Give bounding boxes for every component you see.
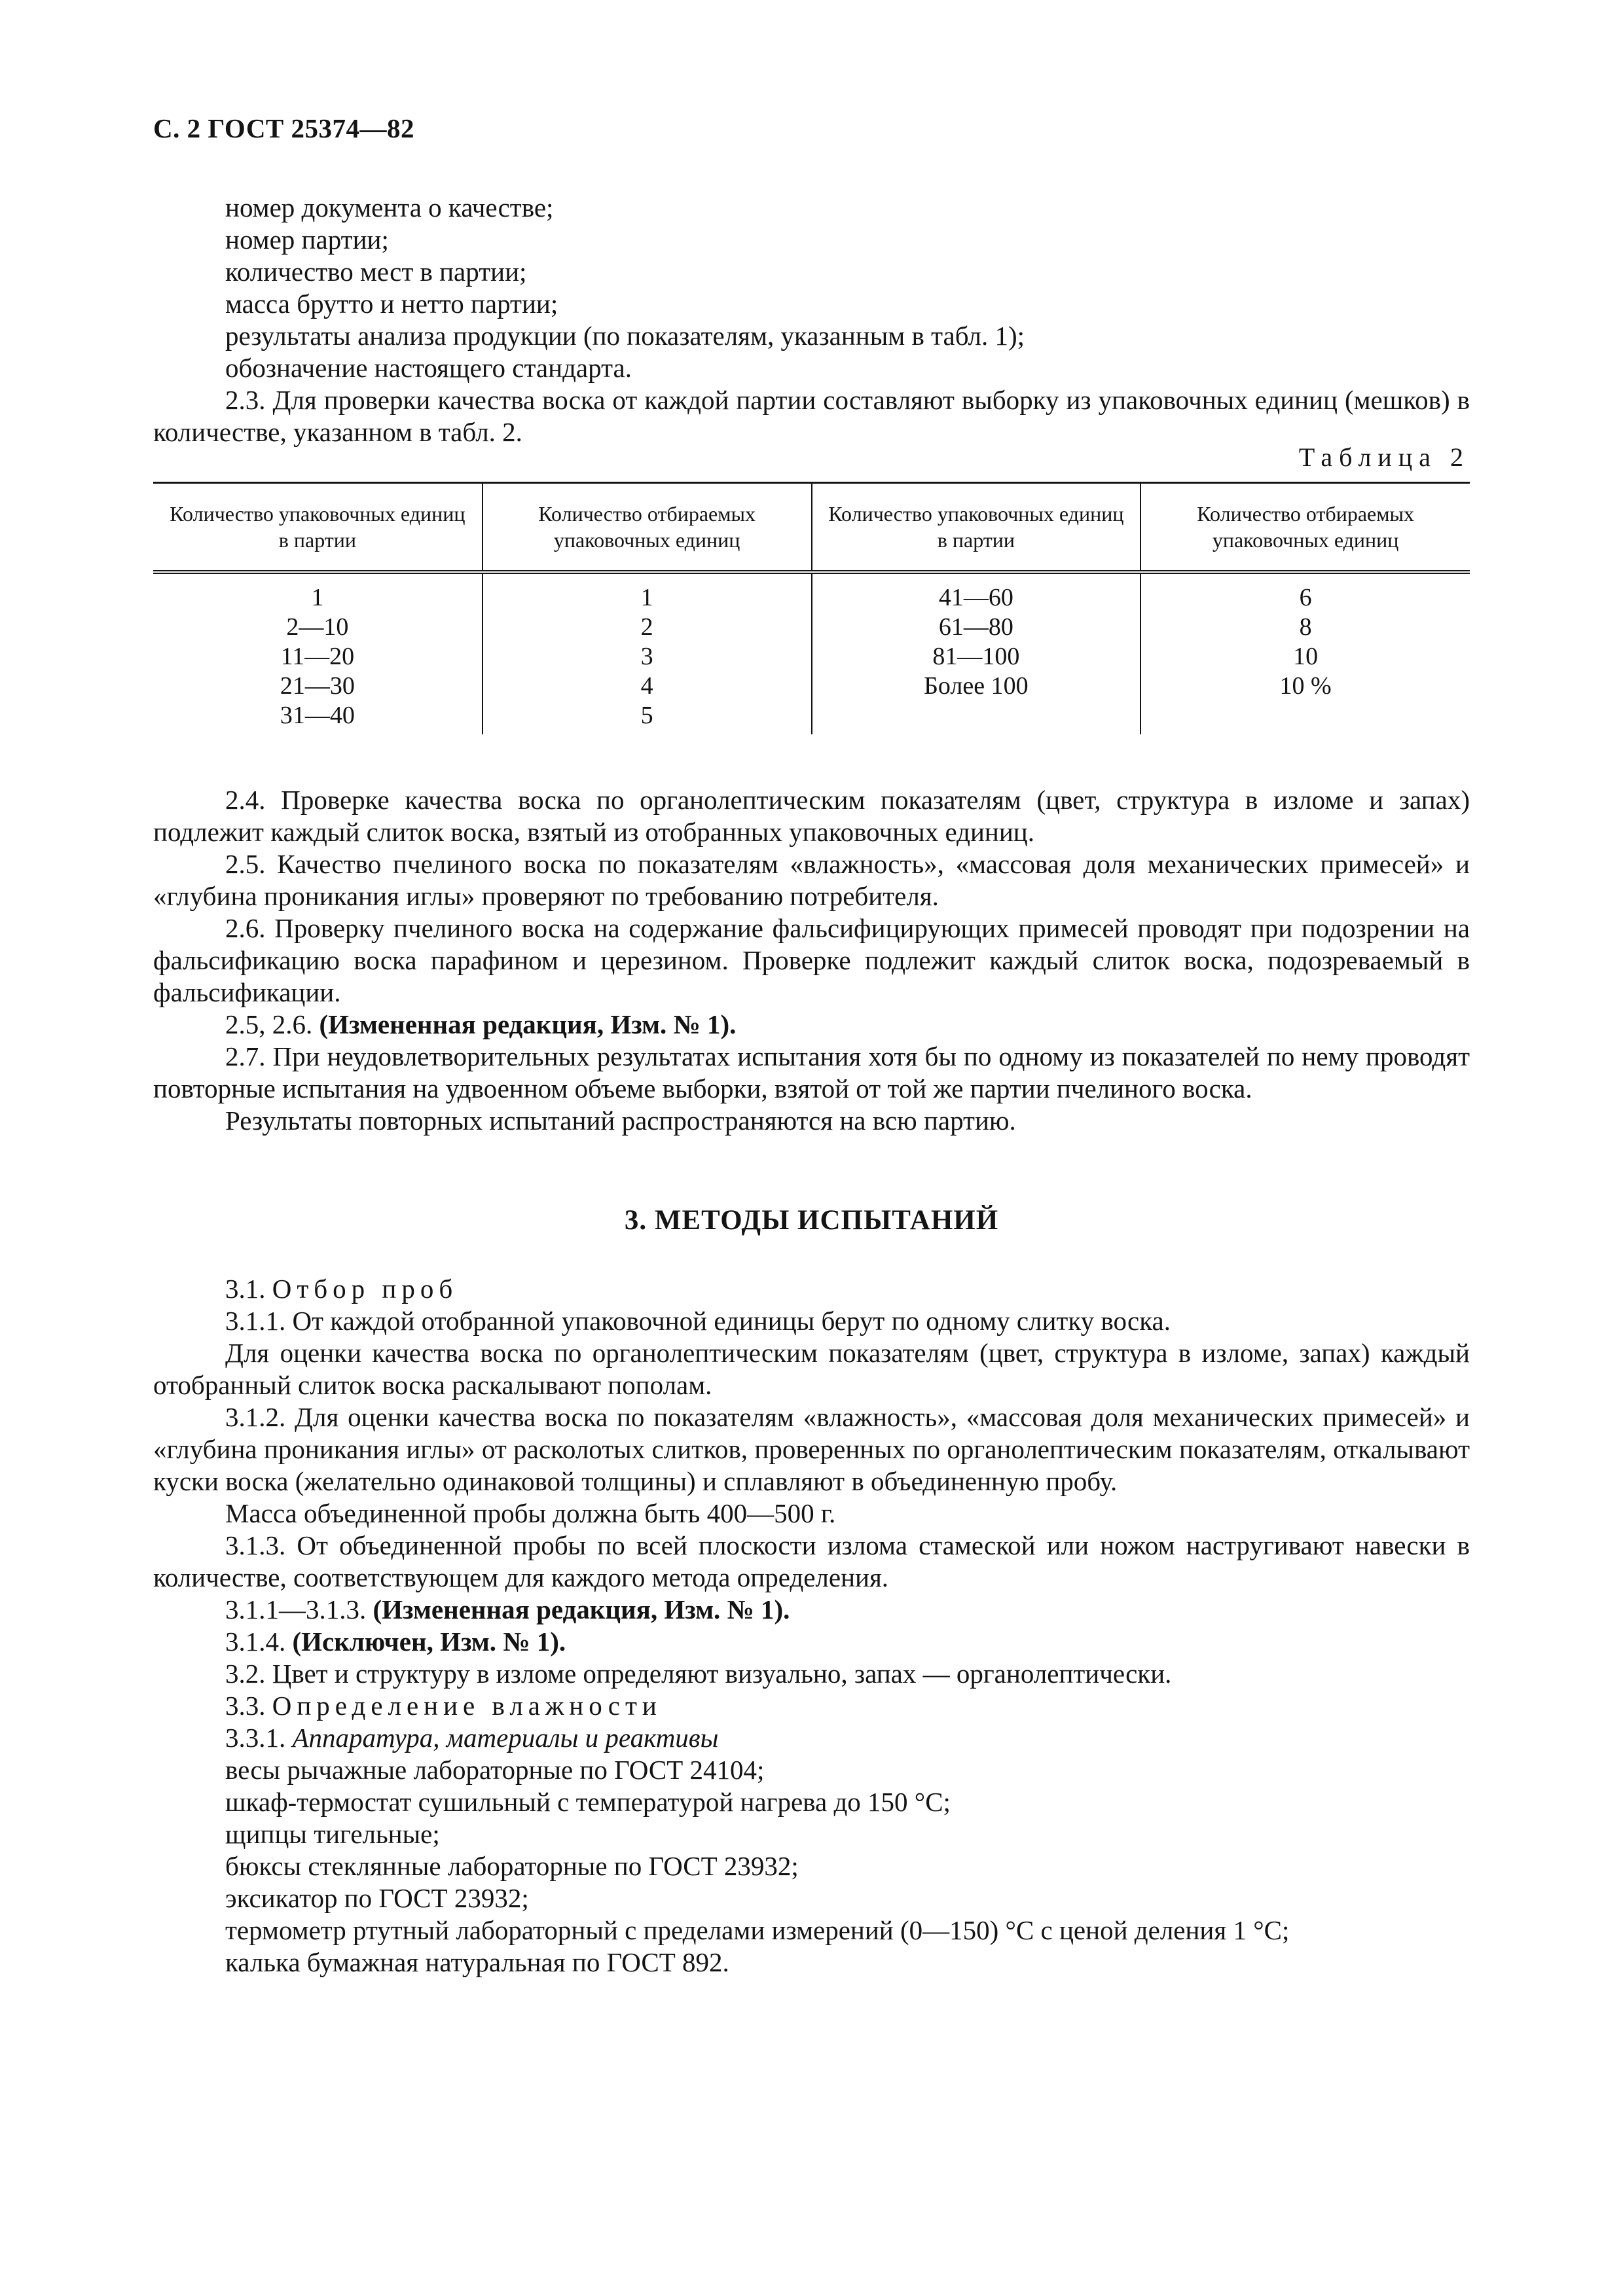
paragraph-2-5: 2.5. Качество пчелиного воска по показателям «влажность», «массовая доля механических примесей» и «глубина проникания иглы» проверяют по требованию потребителя. [153,849,1470,911]
subsection-3-1-heading [153,1273,1470,1305]
table-cell [1154,701,1457,730]
table-header-cell: Количество отбираемых упаковочных единиц [1140,483,1470,573]
paragraph-3-2: 3.2. Цвет и структуру в изломе определяют визуально, запах — органолептически. [225,1659,1172,1689]
table-cell: 10 % [1279,672,1332,700]
table-cell: 41—60 [938,584,1013,611]
equipment-item: бюксы стеклянные лабораторные по ГОСТ 23932; [225,1851,799,1881]
paragraph-sample-mass: Масса объединенной пробы должна быть 400—500 г. [225,1498,836,1528]
table-column-sample-size-1 [483,572,812,734]
amendment-ref: 3.1.4. [225,1626,293,1657]
table-cell: 3 [640,643,653,670]
amendment-note-2-5-2-6 [153,1009,1470,1041]
paragraph-2-3: 2.3. Для проверки качества воска от каждой партии составляют выборку из упаковочных единиц (мешков) в количестве, указанном в табл. 2. [153,385,1470,447]
table-cell: 61—80 [938,613,1013,641]
table-cell: 11—20 [280,643,355,670]
subsection-title: Отбор проб [272,1274,458,1304]
table-cell: 10 [1293,643,1319,670]
table-cell: 21—30 [280,672,355,700]
paragraph-repeat-results: Результаты повторных испытаний распространяются на всю партию. [225,1105,1016,1136]
amendment-note-3-1-1-3-1-3 [153,1594,1470,1626]
table-column-lot-size-2 [812,572,1141,734]
table-cell: 2 [640,613,653,641]
paragraph-2-4: 2.4. Проверке качества воска по органолептическим показателям (цвет, структура в изломе и запах) подлежит каждый слиток воска, взятый из отобранных упаковочных единиц. [153,785,1470,847]
table-cell: 6 [1299,584,1312,611]
subsection-number: 3.1. [225,1274,272,1304]
table-header-cell: Количество отбираемых упаковочных единиц [483,483,812,573]
sampling-table [153,482,1470,734]
subsection-title: Определение влажности [272,1691,662,1721]
table-cell: 8 [1299,613,1312,641]
list-item: масса брутто и нетто партии; [225,289,558,319]
paragraph-3-1-3: 3.1.3. От объединенной пробы по всей плоскости излома стамеской или ножом настругивают навески в количестве, соответствующем для каждого метода определения. [153,1530,1470,1592]
table-header-cell: Количество упаковочных единиц в партии [812,483,1141,573]
table-cell: 31—40 [280,702,355,729]
amendment-text: (Измененная редакция, Изм. № 1). [319,1009,737,1039]
equipment-item: калька бумажная натуральная по ГОСТ 892. [225,1947,729,1977]
table-cell: 5 [640,702,653,729]
table-cell: 2—10 [286,613,349,641]
table-cell [826,701,1127,730]
list-item: номер документа о качестве; [225,192,554,223]
amendment-text: (Исключен, Изм. № 1). [292,1626,566,1657]
table-cell: 1 [640,584,653,611]
amendment-text: (Измененная редакция, Изм. № 1). [373,1594,790,1624]
table-cell: 1 [311,584,324,611]
equipment-item: весы рычажные лабораторные по ГОСТ 24104; [225,1755,765,1785]
paragraph-2-7: 2.7. При неудовлетворительных результатах испытания хотя бы по одному из показателей по нему проводят повторные испытания на удвоенном объеме выборки, взятой от той же партии пчелиного воска. [153,1041,1470,1103]
paragraph-3-1-1: 3.1.1. От каждой отобранной упаковочной единицы берут по одному слитку воска. [225,1306,1171,1336]
table-cell: 81—100 [932,643,1020,670]
section-2-body [153,784,1470,1137]
subsection-3-3-1-heading [153,1722,1470,1754]
list-item: обозначение настоящего стандарта. [225,353,632,383]
subsection-number: 3.3.1. [225,1723,293,1753]
amendment-ref: 2.5, 2.6. [225,1009,319,1039]
amendment-ref: 3.1.1—3.1.3. [225,1594,373,1624]
paragraph-3-1-1b: Для оценки качества воска по органолептическим показателям (цвет, структура в изломе, запах) каждый отобранный слиток воска раскалывают пополам. [153,1338,1470,1400]
subsection-number: 3.3. [225,1691,272,1721]
table-column-sample-size-2 [1140,572,1470,734]
requisites-list [153,192,1470,448]
table-caption: Таблица 2 [1298,442,1470,472]
subsection-3-3-heading [153,1690,1470,1722]
paragraph-3-1-4 [153,1626,1470,1658]
equipment-item: щипцы тигельные; [225,1819,440,1849]
subsection-title: Аппаратура, материалы и реактивы [292,1723,719,1753]
paragraph-3-1-2: 3.1.2. Для оценки качества воска по показателям «влажность», «массовая доля механических примесей» и «глубина проникания иглы» от расколотых слитков, проверенных по органолептическим показателям, откалывают куски воска (желательно одинаковой толщины) и сплавляют в объединенную пробу. [153,1402,1470,1496]
paragraph-2-6: 2.6. Проверку пчелиного воска на содержание фальсифицирующих примесей проводят при подозрении на фальсификацию воска парафином и церезином. Проверке подлежит каждый слиток воска, подозреваемый в фальсификации. [153,913,1470,1007]
equipment-item: термометр ртутный лабораторный с пределами измерений (0—150) °С с ценой деления 1 °С; [225,1915,1290,1945]
table-column-lot-size-1 [153,572,483,734]
table-cell: 4 [640,672,653,700]
page-header: С. 2 ГОСТ 25374—82 [153,113,415,143]
section-3-title: 3. МЕТОДЫ ИСПЫТАНИЙ [624,1205,999,1236]
list-item: количество мест в партии; [225,257,527,287]
table-cell: Более 100 [924,672,1029,700]
list-item: результаты анализа продукции (по показателям, указанным в табл. 1); [225,321,1025,351]
section-3-body [153,1273,1470,1979]
equipment-item: эксикатор по ГОСТ 23932; [225,1883,529,1913]
equipment-item: шкаф-термостат сушильный с температурой нагрева до 150 °С; [225,1787,951,1817]
list-item: номер партии; [225,224,389,255]
table-header-cell: Количество упаковочных единиц в партии [153,483,483,573]
